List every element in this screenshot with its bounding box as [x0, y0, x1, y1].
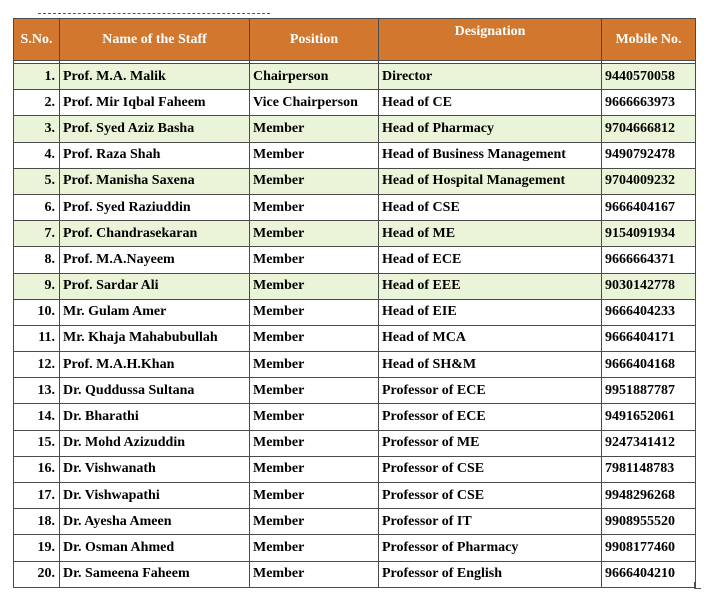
cell-mobile: 9666663973 [602, 90, 696, 116]
cell-name: Prof. M.A.H.Khan [60, 352, 250, 378]
cell-sno: 11. [14, 325, 60, 351]
cell-designation: Head of Business Management [379, 142, 602, 168]
cell-name: Prof. M.A. Malik [60, 64, 250, 90]
table-row [14, 221, 696, 247]
cell-position: Member [250, 325, 379, 351]
cell-sno: 14. [14, 404, 60, 430]
cell-sno: 8. [14, 247, 60, 273]
cell-sno: 7. [14, 221, 60, 247]
cell-designation: Director [379, 64, 602, 90]
cell-mobile: 9491652061 [602, 404, 696, 430]
cell-sno: 1. [14, 64, 60, 90]
cell-name: Prof. Syed Raziuddin [60, 194, 250, 220]
cell-name: Dr. Vishwapathi [60, 483, 250, 509]
table-row [14, 168, 696, 194]
header-mobile: Mobile No. [602, 19, 696, 61]
cell-mobile: 9666404233 [602, 299, 696, 325]
cell-name: Dr. Bharathi [60, 404, 250, 430]
cell-sno: 17. [14, 483, 60, 509]
cell-name: Prof. Raza Shah [60, 142, 250, 168]
cell-mobile: 9704666812 [602, 116, 696, 142]
cell-designation: Professor of Pharmacy [379, 535, 602, 561]
cell-designation: Head of CE [379, 90, 602, 116]
cell-mobile: 9908955520 [602, 509, 696, 535]
cell-mobile: 9951887787 [602, 378, 696, 404]
cell-name: Prof. M.A.Nayeem [60, 247, 250, 273]
cell-position: Member [250, 352, 379, 378]
cell-mobile: 9490792478 [602, 142, 696, 168]
cell-position: Member [250, 299, 379, 325]
table-row [14, 116, 696, 142]
cell-sno: 12. [14, 352, 60, 378]
cell-designation: Professor of ECE [379, 404, 602, 430]
cell-designation: Head of MCA [379, 325, 602, 351]
cell-position: Member [250, 456, 379, 482]
header-sno: S.No. [14, 19, 60, 61]
cell-position: Member [250, 194, 379, 220]
cell-designation: Professor of ME [379, 430, 602, 456]
cell-name: Dr. Vishwanath [60, 456, 250, 482]
cell-position: Member [250, 273, 379, 299]
cell-name: Dr. Mohd Azizuddin [60, 430, 250, 456]
cell-mobile: 9030142778 [602, 273, 696, 299]
header-position: Position [250, 19, 379, 61]
corner-mark [694, 582, 701, 589]
cell-designation: Professor of IT [379, 509, 602, 535]
cell-name: Dr. Osman Ahmed [60, 535, 250, 561]
cell-designation: Head of SH&M [379, 352, 602, 378]
cell-designation: Head of EIE [379, 299, 602, 325]
cell-position: Member [250, 430, 379, 456]
table-row [14, 142, 696, 168]
cell-position: Member [250, 116, 379, 142]
cell-position: Member [250, 378, 379, 404]
cell-mobile: 9666404210 [602, 561, 696, 587]
cell-designation: Head of Pharmacy [379, 116, 602, 142]
cell-position: Member [250, 535, 379, 561]
cell-name: Mr. Khaja Mahabubullah [60, 325, 250, 351]
cell-name: Dr. Sameena Faheem [60, 561, 250, 587]
table-row [14, 483, 696, 509]
cell-name: Prof. Sardar Ali [60, 273, 250, 299]
table-row [14, 430, 696, 456]
table-body [14, 61, 696, 588]
cell-name: Prof. Chandrasekaran [60, 221, 250, 247]
cell-name: Dr. Quddussa Sultana [60, 378, 250, 404]
cell-position: Member [250, 168, 379, 194]
cell-mobile: 7981148783 [602, 456, 696, 482]
cell-designation: Head of ME [379, 221, 602, 247]
cell-sno: 5. [14, 168, 60, 194]
header-designation: Designation [379, 19, 602, 61]
cell-name: Prof. Mir Iqbal Faheem [60, 90, 250, 116]
cell-designation: Head of CSE [379, 194, 602, 220]
cell-mobile: 9247341412 [602, 430, 696, 456]
cell-name: Dr. Ayesha Ameen [60, 509, 250, 535]
cell-mobile: 9666404168 [602, 352, 696, 378]
table-row [14, 535, 696, 561]
cell-name: Prof. Syed Aziz Basha [60, 116, 250, 142]
cell-position: Member [250, 221, 379, 247]
cell-sno: 3. [14, 116, 60, 142]
cell-name: Prof. Manisha Saxena [60, 168, 250, 194]
cell-mobile: 9154091934 [602, 221, 696, 247]
cell-sno: 10. [14, 299, 60, 325]
header-name: Name of the Staff [60, 19, 250, 61]
cell-position: Member [250, 509, 379, 535]
table-row [14, 64, 696, 90]
cell-designation: Professor of ECE [379, 378, 602, 404]
table-row [14, 378, 696, 404]
cell-designation: Professor of CSE [379, 483, 602, 509]
cell-position: Member [250, 247, 379, 273]
cell-sno: 16. [14, 456, 60, 482]
table-row [14, 299, 696, 325]
cell-designation: Professor of English [379, 561, 602, 587]
cell-position: Member [250, 142, 379, 168]
cell-designation: Head of Hospital Management [379, 168, 602, 194]
cell-sno: 4. [14, 142, 60, 168]
table-row [14, 273, 696, 299]
table-row [14, 352, 696, 378]
table-row [14, 194, 696, 220]
cell-sno: 13. [14, 378, 60, 404]
cell-mobile: 9440570058 [602, 64, 696, 90]
cell-designation: Head of ECE [379, 247, 602, 273]
table-row [14, 456, 696, 482]
cell-designation: Professor of CSE [379, 456, 602, 482]
cell-name: Mr. Gulam Amer [60, 299, 250, 325]
cell-sno: 6. [14, 194, 60, 220]
table-row [14, 325, 696, 351]
cell-mobile: 9704009232 [602, 168, 696, 194]
cell-position: Chairperson [250, 64, 379, 90]
cell-position: Member [250, 483, 379, 509]
cell-mobile: 9666664371 [602, 247, 696, 273]
cell-sno: 2. [14, 90, 60, 116]
table-row [14, 247, 696, 273]
cell-sno: 20. [14, 561, 60, 587]
cell-mobile: 9948296268 [602, 483, 696, 509]
cell-sno: 19. [14, 535, 60, 561]
cell-position: Member [250, 404, 379, 430]
cell-mobile: 9666404171 [602, 325, 696, 351]
table-row [14, 404, 696, 430]
cell-position: Member [250, 561, 379, 587]
table-row [14, 90, 696, 116]
cell-sno: 15. [14, 430, 60, 456]
table-header-row [14, 19, 696, 61]
cell-mobile: 9666404167 [602, 194, 696, 220]
cell-designation: Head of EEE [379, 273, 602, 299]
page-top-rule [38, 13, 270, 14]
staff-table [13, 18, 696, 588]
cell-sno: 18. [14, 509, 60, 535]
cell-position: Vice Chairperson [250, 90, 379, 116]
table-row [14, 509, 696, 535]
table-row [14, 561, 696, 587]
cell-sno: 9. [14, 273, 60, 299]
cell-mobile: 9908177460 [602, 535, 696, 561]
